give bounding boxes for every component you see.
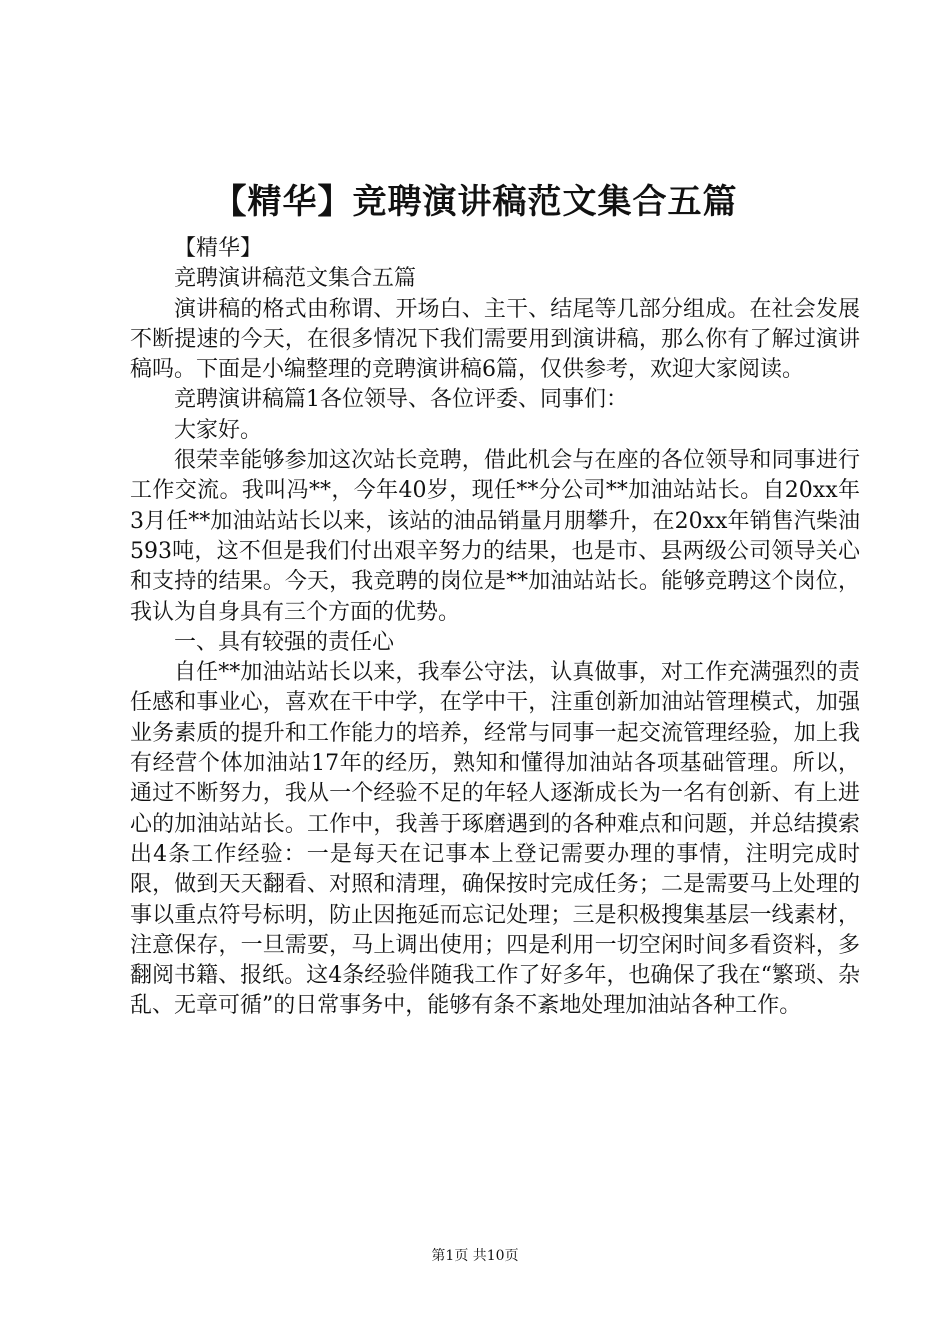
document-title: 【精华】竞聘演讲稿范文集合五篇 (212, 182, 738, 222)
paragraph-speech-heading: 竞聘演讲稿篇1各位领导、各位评委、同事们： (174, 387, 628, 413)
paragraph-tag: 【精华】 (174, 236, 263, 261)
paragraph-self-introduction: 很荣幸能够参加这次站长竞聘，借此机会与在座的各位领导和同事进行工作交流。我叫冯**，今年40岁，现任**分公司**加油站站长。自20xx年3月任**加油站站长以来，该站的油品销量月朋攀升，在20xx年销售汽柴油593吨，这不但是我们付出艰辛努力的结果，也是市、县两级公司领导关心和支持的结果。今天，我竞聘的岗位是**加油站站长。能够竞聘这个岗位，我认为自身具有三个方面的优势。 (130, 448, 860, 625)
paragraph-responsibility: 自任**加油站站长以来，我奉公守法，认真做事，对工作充满强烈的责任感和事业心，喜欢在干中学，在学中干，注重创新加油站管理模式，加强业务素质的提升和工作能力的培养，经常与同事一起交流管理经验，加上我有经营个体加油站17年的经历，熟知和懂得加油站各项基础管理。所以，通过不断努力，我从一个经验不足的年轻人逐渐成长为一名有创新、有上进心的加油站站长。工作中，我善于琢磨遇到的各种难点和问题，并总结摸索出4条工作经验：一是每天在记事本上登记需要办理的事情，注明完成时限，做到天天翻看、对照和清理，确保按时完成任务；二是需要马上处理的事以重点符号标明，防止因拖延而忘记处理；三是积极搜集基层一线素材，注意保存，一旦需要，马上调出使用；四是利用一切空闲时间多看资料，多翻阅书籍、报纸。这4条经验伴随我工作了好多年，也确保了我在“繁琐、杂乱、无章可循”的日常事务中，能够有条不紊地处理加油站各种工作。 (130, 660, 860, 1019)
paragraph-intro: 演讲稿的格式由称谓、开场白、主干、结尾等几部分组成。在社会发展不断提速的今天，在很多情况下我们需要用到演讲稿，那么你有了解过演讲稿吗。下面是小编整理的竞聘演讲稿6篇，仅供参考，欢迎大家阅读。 (130, 296, 860, 383)
page-footer: 第1页 共10页 (431, 1248, 519, 1264)
paragraph-section-heading: 一、具有较强的责任心 (174, 629, 395, 655)
paragraph-greeting: 大家好。 (174, 417, 263, 443)
paragraph-subtitle: 竞聘演讲稿范文集合五篇 (174, 266, 417, 292)
document-body (130, 234, 860, 1022)
